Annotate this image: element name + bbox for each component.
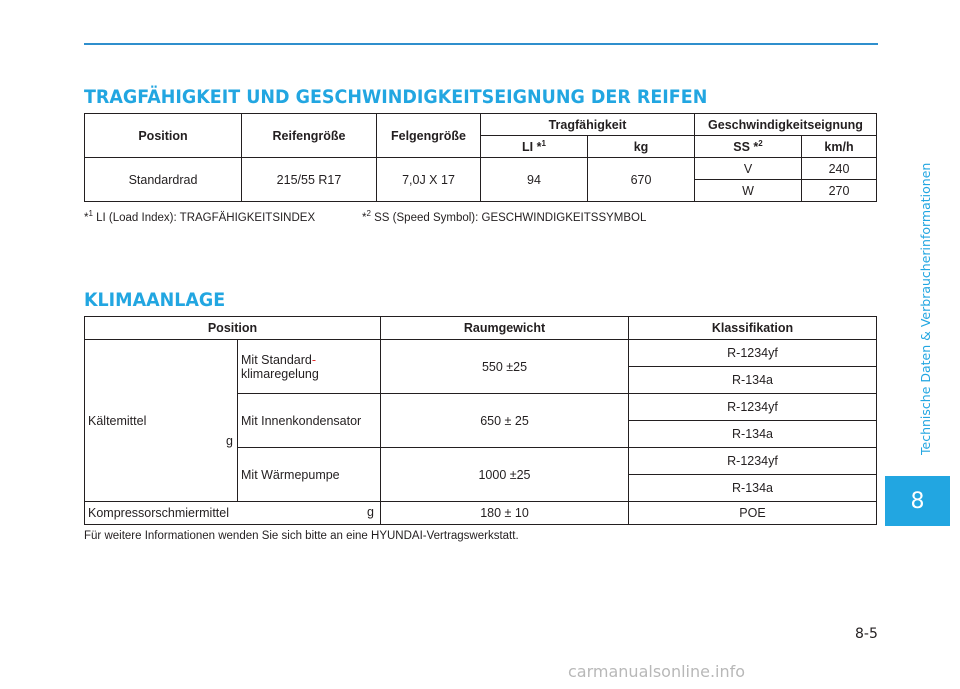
cell-kompressor: Kompressorschmiermittel g — [85, 502, 381, 525]
cell-weight: 650 ± 25 — [381, 394, 629, 448]
cell-class: R-134a — [629, 421, 877, 448]
cell-li: 94 — [481, 158, 588, 202]
cell-label-innenkondensator: Mit Innenkondensator — [238, 394, 381, 448]
section-title-tires: TRAGFÄHIGKEIT UND GESCHWINDIGKEITSEIGNUNG DER REIFEN — [84, 86, 708, 108]
th-geschwindigkeitseignung: Geschwindigkeitseignung — [695, 114, 877, 136]
th-ss: SS *$^2$ — [695, 136, 802, 158]
th-tragfaehigkeit: Tragfähigkeit — [481, 114, 695, 136]
footnote-ss: *$^2$ SS (Speed Symbol): GESCHWINDIGKEITSSYMBOL — [362, 209, 647, 224]
chapter-title: Technische Daten & Verbraucherinformationen — [918, 162, 933, 455]
footnote-li: *$^1$ LI (Load Index): TRAGFÄHIGKEITSINDEX — [84, 209, 316, 224]
klima-table — [84, 316, 877, 525]
section-title-klima: KLIMAANLAGE — [84, 289, 226, 311]
klima-footnote: Für weitere Informationen wenden Sie sich bitte an eine HYUNDAI-Vertragswerkstatt. — [84, 530, 519, 542]
cell-ss: V — [695, 158, 802, 180]
cell-kmh: 240 — [802, 158, 877, 180]
cell-kmh: 270 — [802, 180, 877, 202]
top-rule — [84, 43, 878, 45]
th-position: Position — [85, 317, 381, 340]
cell-class: R-1234yf — [629, 394, 877, 421]
cell-position: Standardrad — [85, 158, 242, 202]
cell-class: R-1234yf — [629, 448, 877, 475]
th-position: Position — [85, 114, 242, 158]
page-number: 8-5 — [855, 626, 878, 642]
cell-ss: W — [695, 180, 802, 202]
cell-class: R-134a — [629, 475, 877, 502]
cell-kaeltemittel: Kältemittel g — [85, 340, 238, 502]
th-kmh: km/h — [802, 136, 877, 158]
cell-label-standard: Mit Standard- klimaregelung — [238, 340, 381, 394]
tire-table — [84, 113, 877, 202]
th-kg: kg — [588, 136, 695, 158]
th-raumgewicht: Raumgewicht — [381, 317, 629, 340]
th-li: LI *$^1$ — [481, 136, 588, 158]
th-felgengroesse: Felgengröße — [377, 114, 481, 158]
cell-class: R-134a — [629, 367, 877, 394]
cell-kompressor-weight: 180 ± 10 — [381, 502, 629, 525]
cell-kompressor-class: POE — [629, 502, 877, 525]
th-klassifikation: Klassifikation — [629, 317, 877, 340]
th-reifengroesse: Reifengröße — [242, 114, 377, 158]
cell-kg: 670 — [588, 158, 695, 202]
cell-felgengroesse: 7,0J X 17 — [377, 158, 481, 202]
chapter-number-tab — [885, 476, 950, 526]
cell-weight: 1000 ±25 — [381, 448, 629, 502]
cell-label-waermepumpe: Mit Wärmepumpe — [238, 448, 381, 502]
cell-weight: 550 ±25 — [381, 340, 629, 394]
cell-class: R-1234yf — [629, 340, 877, 367]
watermark: carmanualsonline.info — [568, 662, 746, 681]
chapter-number: 8 — [910, 488, 925, 514]
cell-reifengroesse: 215/55 R17 — [242, 158, 377, 202]
